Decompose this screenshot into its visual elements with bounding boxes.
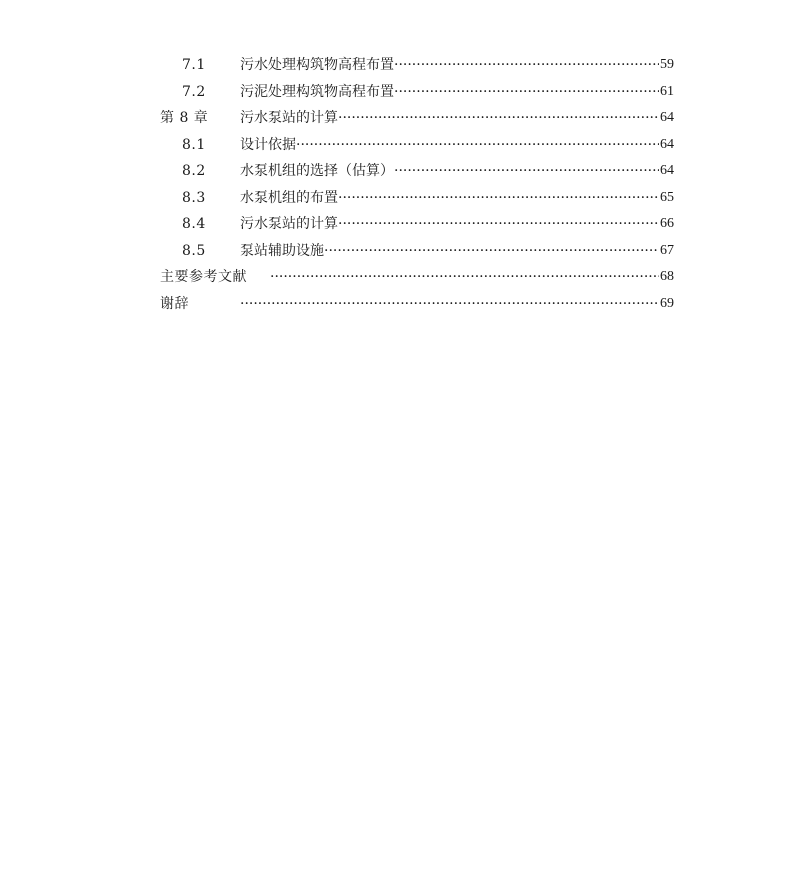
toc-page-number: 68 xyxy=(660,269,674,284)
toc-dot-leader xyxy=(324,238,659,265)
toc-page-number: 61 xyxy=(660,83,674,99)
toc-entry-number: 7.1 xyxy=(182,57,206,73)
toc-entry-number: 8.4 xyxy=(182,216,206,232)
toc-page-number: 66 xyxy=(660,216,674,231)
toc-page-number: 64 xyxy=(660,136,674,152)
toc-entry-7-2[interactable] xyxy=(160,79,674,106)
toc-entry-number: 7.2 xyxy=(182,83,206,100)
toc-dot-leader xyxy=(394,79,659,106)
toc-entry-number: 8.5 xyxy=(182,242,206,259)
toc-entry-title: 污水泵站的计算 xyxy=(240,110,338,126)
toc-page-number: 64 xyxy=(660,110,674,125)
toc-page-number: 59 xyxy=(660,57,674,72)
toc-entry-8-3[interactable] xyxy=(160,185,674,212)
toc-dot-leader xyxy=(394,158,659,185)
toc-entry-title: 水泵机组的布置 xyxy=(240,189,338,206)
toc-entry-chapter-8[interactable] xyxy=(160,105,674,132)
toc-entry-acknowledgements[interactable] xyxy=(160,291,674,318)
toc-entry-number: 8.3 xyxy=(182,189,206,206)
toc-dot-leader xyxy=(394,52,659,79)
toc-entry-8-1[interactable] xyxy=(160,132,674,159)
toc-entry-7-1[interactable] xyxy=(160,52,674,79)
toc-dot-leader xyxy=(338,211,659,238)
toc-page-number: 64 xyxy=(660,163,674,178)
toc-page-number: 67 xyxy=(660,242,674,258)
table-of-contents xyxy=(160,52,674,317)
toc-page-number: 69 xyxy=(660,295,674,311)
toc-dot-leader xyxy=(270,264,659,291)
toc-entry-8-4[interactable] xyxy=(160,211,674,238)
toc-page-number: 65 xyxy=(660,189,674,205)
toc-entry-title: 污水处理构筑物高程布置 xyxy=(240,57,394,73)
toc-dot-leader xyxy=(338,105,659,132)
toc-dot-leader xyxy=(338,185,659,212)
toc-entry-title: 污泥处理构筑物高程布置 xyxy=(240,83,394,100)
toc-entry-title: 水泵机组的选择（估算） xyxy=(240,163,394,179)
toc-entry-number: 8.2 xyxy=(182,163,206,179)
toc-back-matter-title: 谢辞 xyxy=(160,295,189,312)
toc-entry-number: 8.1 xyxy=(182,136,206,153)
toc-back-matter-title: 主要参考文献 xyxy=(160,269,247,285)
toc-entry-8-2[interactable] xyxy=(160,158,674,185)
toc-entry-title: 污水泵站的计算 xyxy=(240,216,338,232)
toc-chapter-number: 第 8 章 xyxy=(160,110,209,126)
toc-dot-leader xyxy=(296,132,659,159)
toc-entry-references[interactable] xyxy=(160,264,674,291)
toc-entry-8-5[interactable] xyxy=(160,238,674,265)
toc-entry-title: 泵站辅助设施 xyxy=(240,242,324,259)
toc-entry-title: 设计依据 xyxy=(240,136,296,153)
toc-dot-leader xyxy=(240,291,659,318)
